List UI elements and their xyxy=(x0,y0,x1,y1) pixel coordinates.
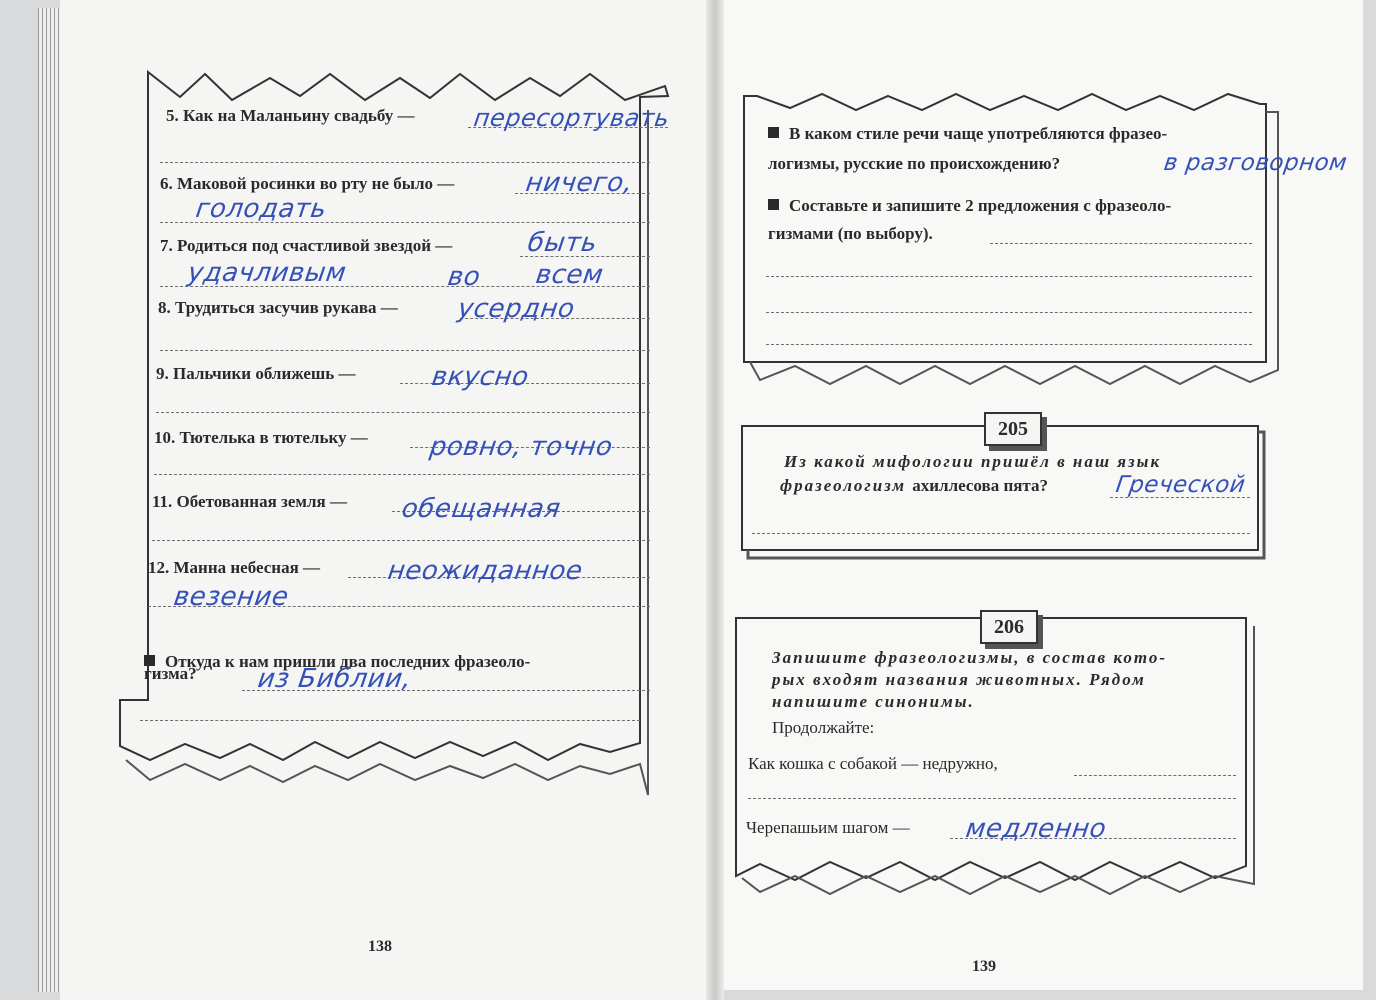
task-206-item-1: Как кошка с собакой — недружно, xyxy=(748,754,998,773)
item-6-text: 6. Маковой росинки во рту не было — xyxy=(160,174,455,193)
item-5-answer: пересортувать xyxy=(472,104,672,132)
question-line-1: Откуда к нам пришли два последних фразеоло- xyxy=(165,652,531,671)
item-12-text: 12. Манна небесная — xyxy=(148,558,321,577)
question-line-2: гизма? xyxy=(144,664,197,683)
item-6-answer: ничего, xyxy=(523,168,635,198)
item-7-text: 7. Родиться под счастливой звездой — xyxy=(160,236,453,255)
item-7-answer-cont3: всем xyxy=(533,260,606,290)
item-7-answer: быть xyxy=(525,228,600,258)
item-10-text: 10. Тютелька в тютельку — xyxy=(154,428,368,447)
page-number-right: 139 xyxy=(972,958,996,975)
answer-line[interactable] xyxy=(748,798,1236,799)
item-7-answer-cont: удачливым xyxy=(185,258,349,288)
item-6-answer-cont: голодать xyxy=(193,194,329,224)
item-7-answer-cont2: во xyxy=(445,262,483,292)
task-206-line-1: Запишите фразеологизмы, в состав кото- xyxy=(772,648,1167,667)
task-205-answer: Греческой xyxy=(1114,472,1248,498)
task-205-line-2b: ахиллесова пята? xyxy=(912,476,1048,495)
item-8-text: 8. Трудиться засучив рукава — xyxy=(158,298,398,317)
item-12-answer-cont: везение xyxy=(171,582,291,612)
item-12-answer: неожиданное xyxy=(385,556,585,586)
task-206-prompt: Продолжайте: xyxy=(772,718,875,737)
task-205-number: 205 xyxy=(984,412,1042,446)
task-206-item-2: Черепашьим шагом — xyxy=(746,818,910,837)
item-11-text: 11. Обетованная земля — xyxy=(152,492,347,511)
question-2-line-1: Составьте и запишите 2 предложения с фразеоло- xyxy=(789,196,1172,215)
item-10-answer: ровно, точно xyxy=(427,432,615,462)
task-206-answer-2: медленно xyxy=(963,814,1109,844)
question-1-line-1: В каком стиле речи чаще употребляются фразео- xyxy=(789,124,1168,143)
task-206-line-2: рых входят названия животных. Рядом xyxy=(772,670,1146,689)
task-206-number: 206 xyxy=(980,610,1038,644)
item-9-text: 9. Пальчики оближешь — xyxy=(156,364,356,383)
item-11-answer: обещанная xyxy=(399,494,563,524)
page-number-left: 138 xyxy=(368,938,392,955)
question-answer: из Библии, xyxy=(255,664,414,694)
question-1-answer: в разговорном xyxy=(1162,150,1349,176)
item-8-answer: усердно xyxy=(455,294,577,324)
answer-line[interactable] xyxy=(1074,775,1236,776)
question-1-line-2: логизмы, русские по происхождению? xyxy=(768,154,1061,173)
item-9-answer: вкусно xyxy=(429,362,531,392)
task-205-line-1: Из какой мифологии пришёл в наш язык xyxy=(784,452,1162,471)
item-5-text: 5. Как на Маланьину свадьбу — xyxy=(166,106,415,125)
task-205-line-2a: фразеологизм xyxy=(780,476,907,495)
task-206-line-3: напишите синонимы. xyxy=(772,692,975,711)
question-2-line-2: гизмами (по выбору). xyxy=(768,224,933,243)
